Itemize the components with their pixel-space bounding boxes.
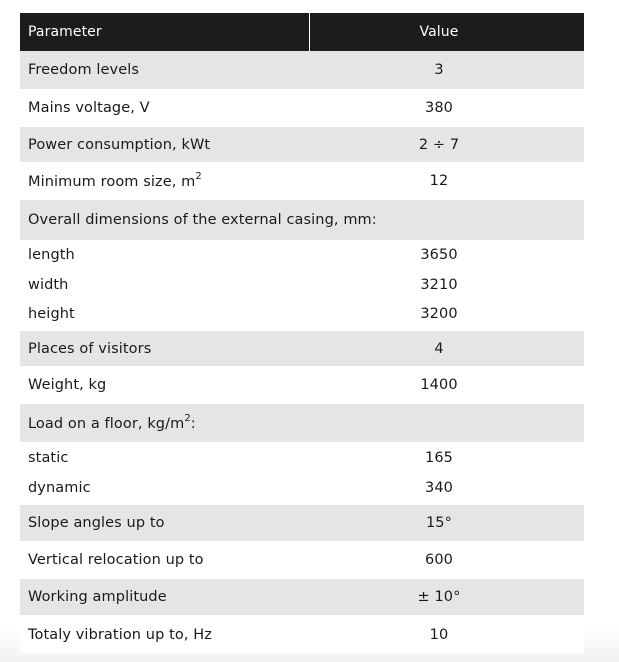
row-parameter: Power consumption, kWt bbox=[28, 136, 211, 153]
row-parameter: Places of visitors bbox=[28, 340, 152, 357]
table-row bbox=[20, 162, 584, 198]
row-value: 15° bbox=[425, 515, 452, 531]
header-parameter: Parameter bbox=[20, 13, 310, 51]
table-row bbox=[20, 473, 584, 503]
row-parameter: Working amplitude bbox=[28, 589, 167, 605]
row-value: 10 bbox=[429, 627, 449, 643]
table-row bbox=[20, 402, 584, 442]
table-row bbox=[20, 329, 584, 366]
row-value: 1400 bbox=[420, 377, 458, 393]
table-row bbox=[20, 615, 584, 653]
row-value: 3650 bbox=[420, 247, 458, 263]
row-value: 12 bbox=[429, 173, 449, 189]
row-value: 3200 bbox=[420, 306, 458, 322]
specifications-table bbox=[20, 13, 584, 653]
row-parameter: Slope angles up to bbox=[28, 515, 165, 531]
row-value: 165 bbox=[425, 449, 453, 466]
superscript: 2 bbox=[184, 413, 191, 425]
row-parameter: Freedom levels bbox=[28, 62, 140, 78]
row-value: ± 10° bbox=[417, 589, 461, 605]
header-value: Value bbox=[419, 24, 459, 40]
row-parameter: Totaly vibration up to, Hz bbox=[28, 627, 212, 643]
row-parameter: Load on a floor, $kg/m^2$: bbox=[28, 413, 196, 432]
row-value: 600 bbox=[425, 552, 453, 568]
table-row bbox=[20, 541, 584, 577]
table-row bbox=[20, 270, 584, 299]
row-parameter: Weight, kg bbox=[28, 377, 107, 393]
table-row bbox=[20, 503, 584, 541]
row-value: 2 ÷ 7 bbox=[418, 136, 460, 153]
row-parameter: length bbox=[28, 247, 75, 263]
superscript: 2 bbox=[195, 171, 202, 183]
row-value: 4 bbox=[434, 340, 444, 357]
row-parameter: Mains voltage, V bbox=[28, 100, 150, 116]
table-row bbox=[20, 577, 584, 615]
row-parameter: Overall dimensions of the external casing, mm: bbox=[28, 212, 377, 228]
table-row bbox=[20, 240, 584, 270]
table-row bbox=[20, 51, 584, 89]
row-parameter: dynamic bbox=[28, 480, 91, 496]
table-row bbox=[20, 442, 584, 473]
row-value: 3 bbox=[434, 62, 444, 78]
row-value: 3210 bbox=[420, 276, 458, 293]
row-value: 340 bbox=[425, 480, 453, 496]
table-header bbox=[20, 13, 584, 51]
row-parameter: Minimum room size, $m^2$ bbox=[28, 171, 202, 190]
table-row bbox=[20, 125, 584, 162]
table-row bbox=[20, 89, 584, 125]
row-value: 380 bbox=[425, 100, 453, 116]
row-parameter: width bbox=[28, 276, 69, 293]
table-row bbox=[20, 198, 584, 240]
row-parameter: Vertical relocation up to bbox=[28, 552, 204, 568]
row-parameter: static bbox=[28, 449, 69, 466]
row-parameter: height bbox=[28, 306, 75, 322]
table-row bbox=[20, 299, 584, 329]
table-row bbox=[20, 366, 584, 402]
